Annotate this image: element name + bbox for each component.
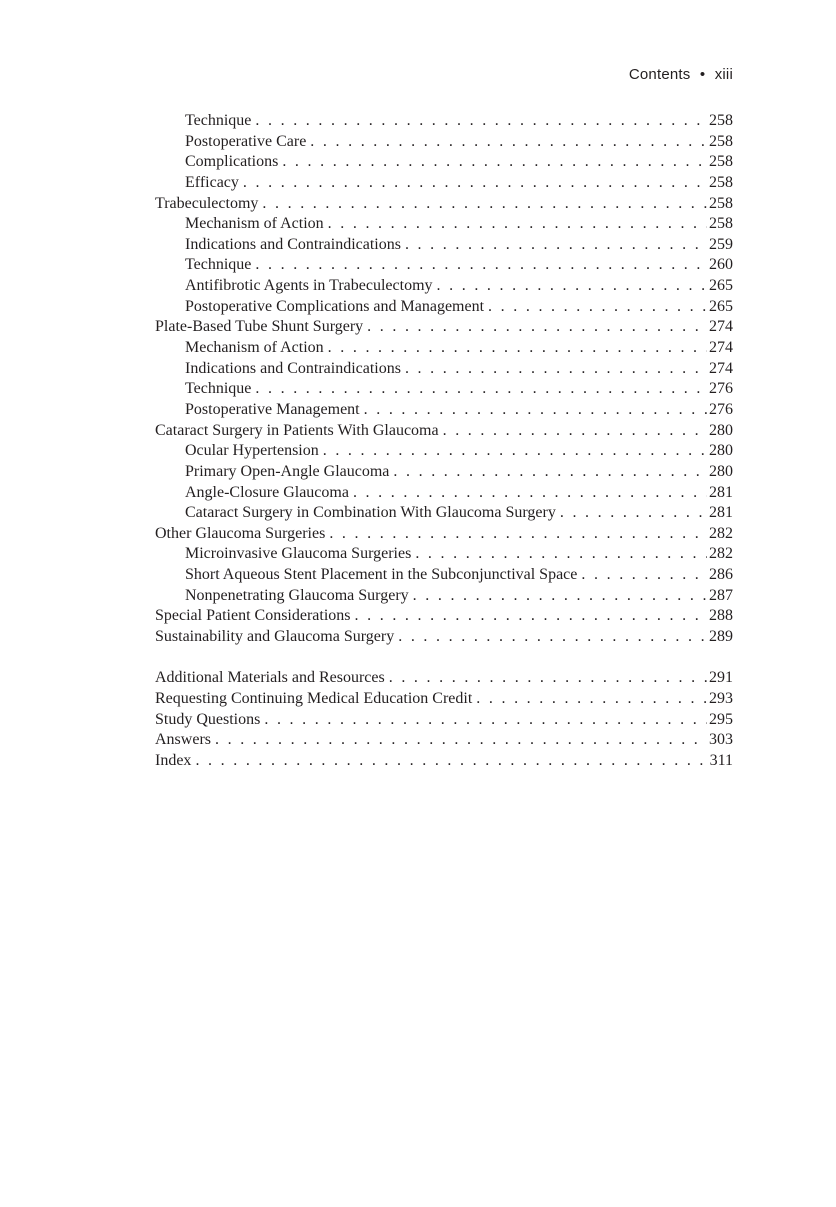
toc-entry-title: Efficacy — [185, 173, 239, 191]
toc-entry-page: 280 — [709, 462, 733, 480]
dot-leader — [405, 235, 707, 256]
toc-entry[interactable] — [155, 317, 733, 338]
dot-leader — [282, 152, 707, 173]
toc-entry[interactable] — [155, 751, 733, 772]
toc-entry[interactable] — [155, 668, 733, 689]
dot-leader — [476, 689, 707, 710]
toc-entry-title: Postoperative Complications and Management — [185, 297, 485, 315]
toc-entry-page: 280 — [709, 421, 733, 439]
dot-leader — [415, 544, 707, 565]
dot-leader — [329, 524, 707, 545]
dot-leader — [255, 255, 707, 276]
toc-entry-title: Postoperative Management — [185, 400, 360, 418]
toc-entry[interactable] — [155, 132, 733, 153]
toc-entry-title: Technique — [185, 380, 252, 398]
toc-entry-title: Primary Open-Angle Glaucoma — [185, 462, 390, 480]
toc-entry-page: 280 — [709, 442, 733, 460]
toc-entry-title: Antifibrotic Agents in Trabeculectomy — [185, 277, 433, 295]
toc-entry[interactable] — [155, 255, 733, 276]
toc-entry-title: Plate-Based Tube Shunt Surgery — [155, 318, 364, 336]
toc-entry-title: Indications and Contraindications — [185, 359, 401, 377]
toc-entry-page: 258 — [709, 215, 733, 233]
toc-entry-title: Index — [155, 751, 192, 769]
dot-leader — [323, 441, 707, 462]
dot-leader — [367, 317, 707, 338]
toc-entry[interactable] — [155, 338, 733, 359]
dot-leader — [215, 730, 707, 751]
toc-entry[interactable] — [155, 400, 733, 421]
toc-entry[interactable] — [155, 524, 733, 545]
toc-entry[interactable] — [155, 689, 733, 710]
toc-entry-page: 311 — [709, 751, 733, 769]
dot-leader — [443, 421, 707, 442]
toc-entry[interactable] — [155, 276, 733, 297]
toc-entry[interactable] — [155, 297, 733, 318]
toc-entry-title: Indications and Contraindications — [185, 235, 401, 253]
toc-entry-title: Cataract Surgery in Patients With Glaucoma — [155, 421, 439, 439]
toc-entry-title: Answers — [155, 731, 211, 749]
dot-leader — [581, 565, 707, 586]
toc-spacer — [155, 648, 733, 669]
table-of-contents — [155, 111, 733, 772]
dot-leader — [413, 586, 707, 607]
toc-entry-page: 293 — [709, 689, 733, 707]
toc-entry[interactable] — [155, 483, 733, 504]
toc-entry-page: 265 — [709, 277, 733, 295]
toc-entry-page: 276 — [709, 400, 733, 418]
toc-entry-title: Cataract Surgery in Combination With Glaucoma Surgery — [185, 504, 556, 522]
toc-entry-title: Microinvasive Glaucoma Surgeries — [185, 545, 412, 563]
toc-entry-page: 295 — [709, 710, 733, 728]
dot-leader — [364, 400, 707, 421]
toc-entry[interactable] — [155, 441, 733, 462]
toc-entry-page: 287 — [709, 586, 733, 604]
toc-entry[interactable] — [155, 379, 733, 400]
toc-entry[interactable] — [155, 565, 733, 586]
toc-entry[interactable] — [155, 730, 733, 751]
page-number: xiii — [714, 66, 733, 83]
toc-entry-page: 291 — [709, 669, 733, 687]
dot-leader — [328, 338, 707, 359]
toc-main-section — [155, 111, 733, 648]
toc-entry-title: Postoperative Care — [185, 132, 307, 150]
toc-entry-title: Mechanism of Action — [185, 339, 324, 357]
toc-entry[interactable] — [155, 627, 733, 648]
toc-entry-page: 282 — [709, 545, 733, 563]
toc-entry-page: 258 — [709, 132, 733, 150]
toc-entry[interactable] — [155, 462, 733, 483]
toc-entry[interactable] — [155, 606, 733, 627]
toc-entry[interactable] — [155, 194, 733, 215]
toc-back-matter-section — [155, 668, 733, 771]
toc-entry[interactable] — [155, 544, 733, 565]
toc-entry-title: Trabeculectomy — [155, 194, 259, 212]
toc-entry-title: Other Glaucoma Surgeries — [155, 524, 326, 542]
dot-leader — [488, 297, 707, 318]
toc-entry-page: 288 — [709, 607, 733, 625]
toc-entry-title: Nonpenetrating Glaucoma Surgery — [185, 586, 409, 604]
dot-leader — [393, 462, 707, 483]
dot-leader — [355, 606, 707, 627]
toc-entry[interactable] — [155, 586, 733, 607]
toc-entry[interactable] — [155, 710, 733, 731]
dot-leader — [560, 503, 707, 524]
dot-leader — [353, 483, 707, 504]
toc-entry-title: Technique — [185, 256, 252, 274]
dot-leader — [328, 214, 707, 235]
dot-leader — [389, 668, 707, 689]
toc-entry-title: Angle-Closure Glaucoma — [185, 483, 349, 501]
toc-entry-page: 259 — [709, 235, 733, 253]
toc-entry-title: Complications — [185, 153, 279, 171]
dot-leader — [255, 111, 707, 132]
toc-entry-page: 265 — [709, 297, 733, 315]
toc-entry[interactable] — [155, 503, 733, 524]
toc-entry-page: 281 — [709, 504, 733, 522]
toc-entry-title: Special Patient Considerations — [155, 607, 351, 625]
toc-entry-page: 258 — [709, 153, 733, 171]
dot-leader — [262, 194, 707, 215]
dot-leader — [437, 276, 707, 297]
toc-entry-page: 274 — [709, 359, 733, 377]
toc-entry-page: 258 — [709, 194, 733, 212]
running-head-section: Contents — [628, 66, 691, 83]
toc-entry-page: 260 — [709, 256, 733, 274]
toc-entry-title: Technique — [185, 112, 252, 129]
dot-leader — [405, 359, 707, 380]
toc-entry-title: Requesting Continuing Medical Education Credit — [155, 689, 473, 707]
toc-entry-page: 258 — [709, 173, 733, 191]
toc-entry-page: 258 — [709, 112, 733, 129]
toc-entry[interactable] — [155, 421, 733, 442]
toc-entry-title: Study Questions — [155, 710, 261, 728]
toc-entry-page: 289 — [709, 628, 733, 646]
toc-entry[interactable] — [155, 359, 733, 380]
running-head — [629, 66, 733, 83]
dot-leader — [195, 751, 707, 772]
toc-entry[interactable] — [155, 111, 733, 132]
toc-entry-page: 281 — [709, 483, 733, 501]
toc-entry[interactable] — [155, 173, 733, 194]
toc-entry[interactable] — [155, 235, 733, 256]
dot-leader — [264, 710, 707, 731]
toc-entry-page: 274 — [709, 318, 733, 336]
dot-leader — [310, 132, 707, 153]
dot-leader — [398, 627, 707, 648]
toc-entry-title: Sustainability and Glaucoma Surgery — [155, 628, 395, 646]
toc-entry-page: 274 — [709, 339, 733, 357]
toc-entry-title: Ocular Hypertension — [185, 442, 319, 460]
toc-entry-page: 286 — [709, 566, 733, 584]
toc-entry-title: Mechanism of Action — [185, 215, 324, 233]
dot-leader — [255, 379, 707, 400]
toc-entry-page: 303 — [709, 731, 733, 749]
toc-entry-title: Additional Materials and Resources — [155, 669, 385, 687]
dot-leader — [243, 173, 707, 194]
bullet-separator: • — [699, 66, 706, 83]
toc-entry[interactable] — [155, 152, 733, 173]
toc-entry-page: 276 — [709, 380, 733, 398]
toc-entry-page: 282 — [709, 524, 733, 542]
toc-entry-title: Short Aqueous Stent Placement in the Subconjunctival Space — [185, 566, 578, 584]
toc-entry[interactable] — [155, 214, 733, 235]
